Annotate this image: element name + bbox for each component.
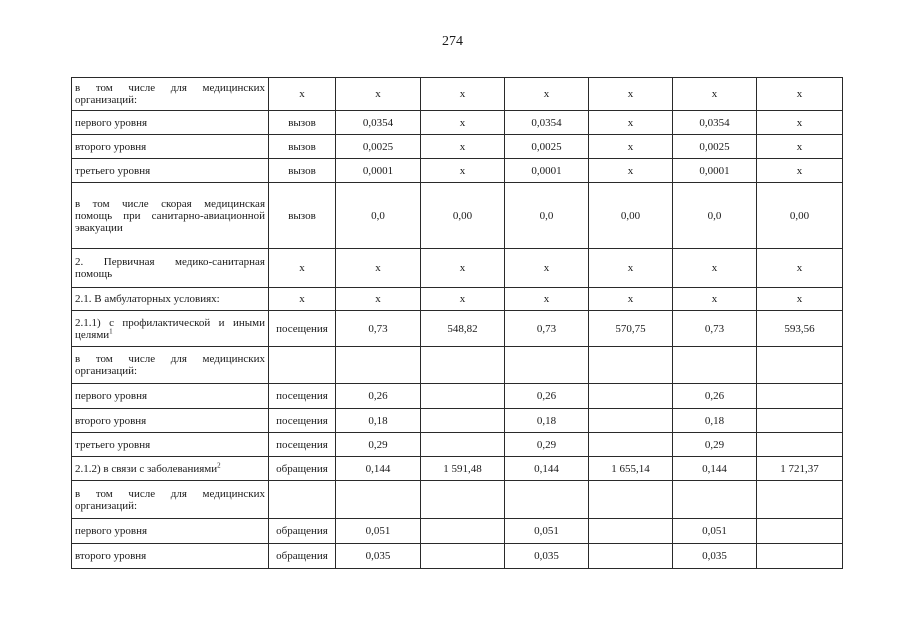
row-label-text: в том числе для медицинских организаций: bbox=[75, 82, 265, 106]
row-label bbox=[72, 311, 269, 347]
value-cell: 0,0 bbox=[505, 183, 589, 249]
unit-cell: посещения bbox=[269, 311, 336, 347]
value-cell: х bbox=[505, 288, 589, 311]
value-cell: 0,18 bbox=[336, 409, 421, 433]
value-cell bbox=[589, 409, 673, 433]
value-cell bbox=[589, 433, 673, 457]
row-label bbox=[72, 457, 269, 481]
value-cell: 0,00 bbox=[421, 183, 505, 249]
value-cell bbox=[757, 384, 843, 409]
row-label bbox=[72, 183, 269, 249]
value-cell bbox=[336, 481, 421, 519]
row-label-text: в том числе для медицинских организаций: bbox=[75, 487, 265, 512]
value-cell: 0,73 bbox=[505, 311, 589, 347]
value-cell: 1 721,37 bbox=[757, 457, 843, 481]
unit-cell: посещения bbox=[269, 433, 336, 457]
value-cell: 0,18 bbox=[505, 409, 589, 433]
unit-cell: посещения bbox=[269, 384, 336, 409]
value-cell bbox=[421, 433, 505, 457]
value-cell bbox=[505, 481, 589, 519]
value-cell: х bbox=[336, 78, 421, 111]
table-row bbox=[72, 183, 843, 249]
unit-cell: вызов bbox=[269, 183, 336, 249]
table-body bbox=[72, 78, 843, 569]
value-cell: 0,035 bbox=[673, 544, 757, 569]
unit-cell: вызов bbox=[269, 135, 336, 159]
footnote-marker: 2 bbox=[217, 460, 221, 469]
table-row bbox=[72, 347, 843, 384]
row-label-text: 2.1.2) в связи с заболеваниями bbox=[75, 462, 218, 475]
table-row bbox=[72, 159, 843, 183]
table-row bbox=[72, 384, 843, 409]
value-cell bbox=[757, 347, 843, 384]
row-label bbox=[72, 433, 269, 457]
value-cell bbox=[421, 544, 505, 569]
value-cell: 0,0025 bbox=[505, 135, 589, 159]
unit-cell: х bbox=[269, 288, 336, 311]
row-label bbox=[72, 288, 269, 311]
value-cell: х bbox=[589, 288, 673, 311]
value-cell: 0,29 bbox=[505, 433, 589, 457]
unit-cell bbox=[269, 481, 336, 519]
row-label-text: 2.1.1) с профилактической и иными целями bbox=[75, 316, 265, 341]
table-row bbox=[72, 481, 843, 519]
value-cell: 0,0354 bbox=[505, 111, 589, 135]
row-label-text: в том числе для медицинских организаций: bbox=[75, 353, 265, 377]
value-cell: х bbox=[421, 78, 505, 111]
value-cell bbox=[589, 519, 673, 544]
unit-cell: обращения bbox=[269, 544, 336, 569]
row-label-text: второго уровня bbox=[75, 414, 147, 427]
value-cell: 0,051 bbox=[673, 519, 757, 544]
value-cell: 0,035 bbox=[505, 544, 589, 569]
value-cell: х bbox=[421, 135, 505, 159]
value-cell: х bbox=[757, 288, 843, 311]
value-cell: 0,144 bbox=[673, 457, 757, 481]
unit-cell: обращения bbox=[269, 519, 336, 544]
value-cell: 0,26 bbox=[505, 384, 589, 409]
value-cell bbox=[673, 481, 757, 519]
value-cell: х bbox=[421, 159, 505, 183]
value-cell: 0,26 bbox=[673, 384, 757, 409]
value-cell: х bbox=[505, 249, 589, 288]
value-cell: 570,75 bbox=[589, 311, 673, 347]
value-cell: х bbox=[757, 78, 843, 111]
row-label bbox=[72, 159, 269, 183]
value-cell: 0,0354 bbox=[673, 111, 757, 135]
table-row bbox=[72, 78, 843, 111]
value-cell: 1 591,48 bbox=[421, 457, 505, 481]
row-label bbox=[72, 544, 269, 569]
value-cell bbox=[757, 409, 843, 433]
value-cell: х bbox=[757, 249, 843, 288]
value-cell: 0,00 bbox=[589, 183, 673, 249]
value-cell: х bbox=[505, 78, 589, 111]
value-cell: х bbox=[421, 111, 505, 135]
unit-cell: вызов bbox=[269, 111, 336, 135]
value-cell: 0,0025 bbox=[336, 135, 421, 159]
row-label-text: первого уровня bbox=[75, 525, 148, 537]
unit-cell: посещения bbox=[269, 409, 336, 433]
row-label-text: первого уровня bbox=[75, 390, 148, 402]
value-cell: х bbox=[673, 288, 757, 311]
unit-cell: вызов bbox=[269, 159, 336, 183]
row-label bbox=[72, 409, 269, 433]
table-row bbox=[72, 111, 843, 135]
row-label bbox=[72, 111, 269, 135]
value-cell: х bbox=[673, 249, 757, 288]
value-cell: х bbox=[589, 249, 673, 288]
value-cell: х bbox=[589, 78, 673, 111]
value-cell bbox=[505, 347, 589, 384]
row-label bbox=[72, 384, 269, 409]
table-row bbox=[72, 519, 843, 544]
value-cell bbox=[421, 409, 505, 433]
row-label-text: третьего уровня bbox=[75, 164, 151, 177]
value-cell bbox=[757, 544, 843, 569]
value-cell: х bbox=[421, 288, 505, 311]
table-row bbox=[72, 135, 843, 159]
value-cell bbox=[757, 433, 843, 457]
value-cell: 0,0 bbox=[336, 183, 421, 249]
value-cell bbox=[589, 347, 673, 384]
value-cell: 593,56 bbox=[757, 311, 843, 347]
value-cell: 548,82 bbox=[421, 311, 505, 347]
row-label bbox=[72, 519, 269, 544]
table-row bbox=[72, 409, 843, 433]
value-cell: 0,0001 bbox=[505, 159, 589, 183]
row-label-text: третьего уровня bbox=[75, 438, 151, 451]
data-table bbox=[71, 77, 843, 569]
page-number: 274 bbox=[442, 34, 463, 49]
unit-cell: х bbox=[269, 249, 336, 288]
value-cell: 0,18 bbox=[673, 409, 757, 433]
row-label-text: первого уровня bbox=[75, 116, 148, 129]
value-cell bbox=[673, 347, 757, 384]
value-cell: 0,0025 bbox=[673, 135, 757, 159]
table-row bbox=[72, 288, 843, 311]
value-cell: 0,73 bbox=[673, 311, 757, 347]
value-cell bbox=[589, 384, 673, 409]
row-label bbox=[72, 481, 269, 519]
table-row bbox=[72, 457, 843, 481]
value-cell: 0,051 bbox=[505, 519, 589, 544]
row-label-text: второго уровня bbox=[75, 140, 147, 153]
value-cell bbox=[589, 544, 673, 569]
unit-cell: обращения bbox=[269, 457, 336, 481]
value-cell: 0,73 bbox=[336, 311, 421, 347]
table-row bbox=[72, 311, 843, 347]
unit-cell: х bbox=[269, 78, 336, 111]
table-row bbox=[72, 433, 843, 457]
value-cell: х bbox=[589, 159, 673, 183]
row-label bbox=[72, 135, 269, 159]
footnote-marker: 1 bbox=[109, 326, 113, 335]
value-cell: 0,035 bbox=[336, 544, 421, 569]
value-cell bbox=[421, 519, 505, 544]
value-cell: 0,0001 bbox=[336, 159, 421, 183]
value-cell: 0,0354 bbox=[336, 111, 421, 135]
value-cell bbox=[421, 347, 505, 384]
value-cell bbox=[757, 481, 843, 519]
value-cell: 1 655,14 bbox=[589, 457, 673, 481]
value-cell: х bbox=[757, 135, 843, 159]
row-label bbox=[72, 78, 269, 111]
value-cell: 0,0 bbox=[673, 183, 757, 249]
value-cell: х bbox=[757, 159, 843, 183]
value-cell: х bbox=[673, 78, 757, 111]
value-cell bbox=[589, 481, 673, 519]
table-row bbox=[72, 249, 843, 288]
value-cell: 0,144 bbox=[336, 457, 421, 481]
row-label-text: 2.1. В амбулаторных условиях: bbox=[75, 293, 220, 305]
value-cell: 0,26 bbox=[336, 384, 421, 409]
row-label bbox=[72, 249, 269, 288]
value-cell: х bbox=[589, 111, 673, 135]
value-cell bbox=[336, 347, 421, 384]
value-cell bbox=[757, 519, 843, 544]
value-cell: х bbox=[336, 288, 421, 311]
value-cell: х bbox=[757, 111, 843, 135]
value-cell bbox=[421, 481, 505, 519]
value-cell bbox=[421, 384, 505, 409]
value-cell: 0,051 bbox=[336, 519, 421, 544]
value-cell: х bbox=[421, 249, 505, 288]
table-row bbox=[72, 544, 843, 569]
value-cell: 0,144 bbox=[505, 457, 589, 481]
value-cell: 0,29 bbox=[673, 433, 757, 457]
row-label-text: в том числе скорая медицинская помощь при санитарно-авиационной эвакуации bbox=[75, 197, 265, 234]
row-label bbox=[72, 347, 269, 384]
row-label-text: второго уровня bbox=[75, 550, 147, 562]
value-cell: 0,00 bbox=[757, 183, 843, 249]
value-cell: х bbox=[589, 135, 673, 159]
value-cell: 0,29 bbox=[336, 433, 421, 457]
value-cell: х bbox=[336, 249, 421, 288]
unit-cell bbox=[269, 347, 336, 384]
value-cell: 0,0001 bbox=[673, 159, 757, 183]
row-label-text: 2. Первичная медико-санитарная помощь bbox=[75, 256, 265, 280]
